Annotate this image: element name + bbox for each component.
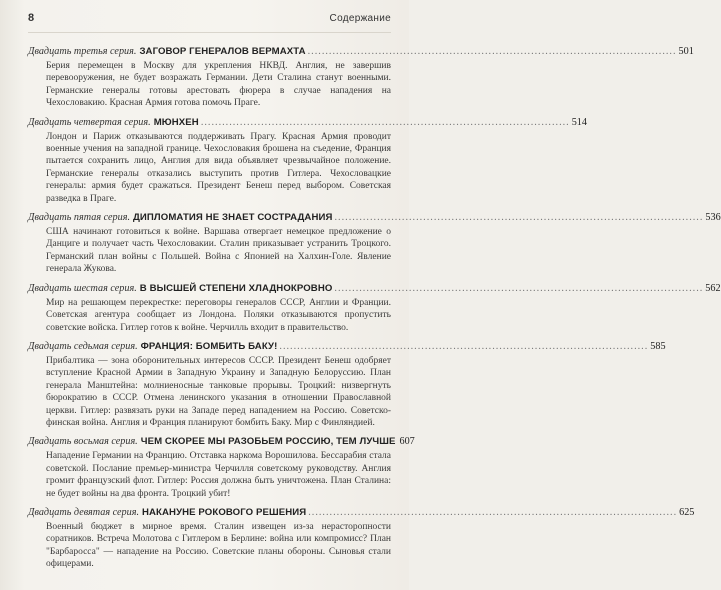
- episode-label: Двадцать шестая серия.: [28, 282, 137, 294]
- episode-title: НАКАНУНЕ РОКОВОГО РЕШЕНИЯ: [142, 506, 307, 518]
- episode-label: Двадцать девятая серия.: [28, 506, 139, 518]
- page-ref: 501: [678, 46, 694, 57]
- page-ref: 625: [679, 506, 695, 518]
- toc-entry-heading: [28, 506, 695, 519]
- toc-entry-heading: [28, 116, 587, 129]
- running-head: [28, 12, 391, 33]
- leader-dots: [308, 506, 677, 519]
- episode-label: Двадцать третья серия.: [28, 46, 137, 57]
- leader-dots: [201, 116, 570, 129]
- page-ref: 585: [650, 340, 666, 352]
- episode-title: ЗАГОВОР ГЕНЕРАЛОВ ВЕРМАХТА: [139, 46, 306, 57]
- toc-entry: [28, 116, 587, 205]
- episode-summary: Берия перемещен в Москву для укрепления НКВД. Англия, не завершив перевооружения, не будет возражать Германии. Дети Сталина станут военными. Германские генералы готовы арестовать фюрера в случае нападения на Чехословакию. Красная Армия готова помочь Праге.: [46, 61, 391, 109]
- toc-entry: [28, 45, 694, 110]
- episode-label: Двадцать восьмая серия.: [28, 436, 138, 448]
- section-title: Содержание: [329, 13, 391, 24]
- leader-dots: [334, 282, 703, 295]
- leader-dots: [308, 45, 677, 58]
- page-ref: 607: [399, 436, 415, 448]
- episode-label: Двадцать седьмая серия.: [28, 340, 138, 352]
- episode-summary: США начинают готовиться к войне. Варшава отвергает немецкое предложение о Данциге и получает часть Чехословакии. Сталин приказывает устранить Троцкого. Германский план войны с Польшей. Война с Японией на Халхин-Голе. Явление генерала Жукова.: [46, 227, 391, 275]
- episode-title: ФРАНЦИЯ: БОМБИТЬ БАКУ!: [140, 340, 278, 352]
- page-ref: 514: [571, 116, 587, 128]
- episode-summary: Мир на решающем перекрестке: переговоры генералов СССР, Англии и Франции. Советская агентура сообщает из Лондона. Поляки отказываются пропустить советские войска. Гитлер готов к войне. Черчилль входит в правительство.: [46, 297, 391, 333]
- leader-dots: [279, 340, 648, 353]
- toc-entry: [28, 506, 695, 571]
- leader-dots: [335, 211, 704, 224]
- page-ref: 536: [705, 212, 721, 224]
- episode-title: В ВЫСШЕЙ СТЕПЕНИ ХЛАДНОКРОВНО: [139, 282, 333, 294]
- toc-entry: [28, 211, 721, 276]
- toc-entry-heading: [28, 340, 666, 353]
- episode-label: Двадцать четвертая серия.: [28, 116, 151, 128]
- episode-title: ЧЕМ СКОРЕЕ МЫ РАЗОБЬЕМ РОССИЮ, ТЕМ ЛУЧШЕ: [140, 436, 396, 448]
- episode-title: ДИПЛОМАТИЯ НЕ ЗНАЕТ СОСТРАДАНИЯ: [133, 212, 333, 224]
- episode-summary: Прибалтика — зона оборонительных интересов СССР. Президент Бенеш одобряет вступление Красной Армии в Западную Украину и Западную Белоруссию. План генерала Манштейна: молниеносные танковые прорывы. Троцкий: низвергнуть бюрократию в СССР. Отмена ленинского указания в отношении Православной церкви. Гитлер: развязать руки на Западе перед нападением на Россию. Советско-финская война. Англия и Франция планируют бомбить Баку. Мир с Финляндией.: [46, 355, 391, 428]
- toc-entry-heading: [28, 211, 721, 224]
- episode-summary: Военный бюджет в мирное время. Сталин извещен из-за нерасторопности соратников. Встреча Молотова с Гитлером в Берлине: война или компромисс? План "Барбаросса" — нападение на Россию. Советские планы обороны. Сыновья стали офицерами.: [46, 521, 391, 570]
- table-of-contents: [28, 45, 721, 571]
- page-number: 8: [28, 12, 35, 24]
- toc-entry-heading: [28, 45, 694, 58]
- toc-entry-heading: [28, 282, 721, 295]
- episode-summary: Лондон и Париж отказываются поддерживать Прагу. Красная Армия проводит военные учения на западной границе. Чехословакия брошена на съедение, Франция пытается сохранить лицо, Англия для вида объявляет чрезвычайное положение. Германские генералы отказались выступить против Гитлера. Чехословацкие генералы: армия будет сражаться. Президент Бенеш перед выбором. Советская разведка в Праге.: [46, 131, 391, 204]
- episode-title: МЮНХЕН: [153, 116, 199, 128]
- toc-entry-heading: [28, 435, 415, 448]
- episode-summary: Нападение Германии на Францию. Отставка наркома Ворошилова. Бессарабия стала советской. Послание премьер-министра Черчилля советскому руководству. Англия громит французский флот. Гитлер: Россия должна быть уничтожена. План Сталина: не будет войны на два фронта. Троцкий убит!: [46, 451, 391, 499]
- toc-entry: [28, 435, 415, 500]
- toc-entry: [28, 282, 721, 334]
- page-ref: 562: [705, 282, 721, 294]
- toc-entry: [28, 340, 666, 429]
- episode-label: Двадцать пятая серия.: [28, 212, 130, 224]
